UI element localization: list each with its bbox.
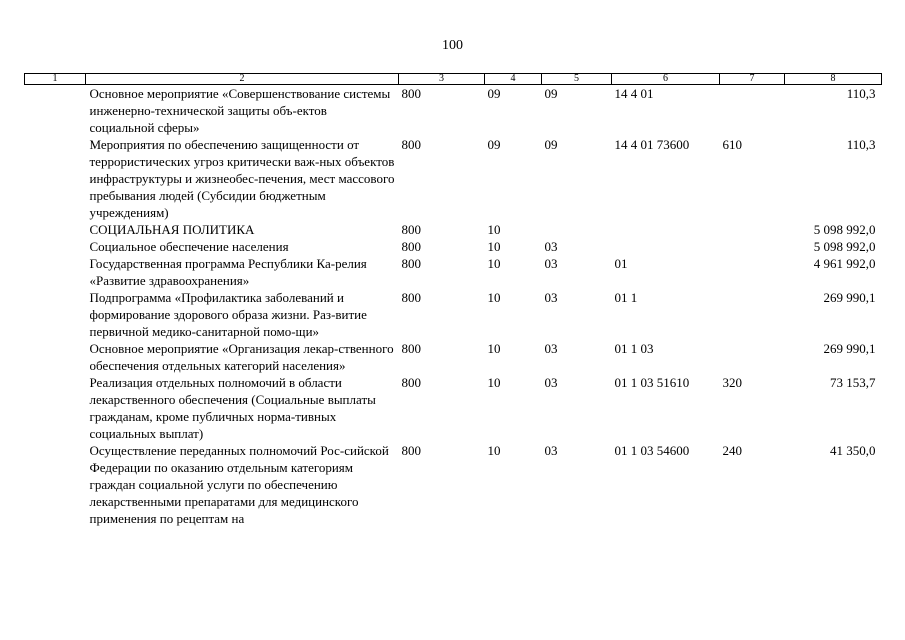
column-header-6: 6 xyxy=(612,74,720,85)
row-target-code: 01 1 xyxy=(614,290,638,305)
row-section-code: 10 xyxy=(487,290,501,305)
row-section-code: 10 xyxy=(487,443,501,458)
column-header-3: 3 xyxy=(399,74,485,85)
row-subsection-code: 03 xyxy=(544,256,558,271)
row-name: Основное мероприятие «Организация лекар-ственного обеспечения отдельных категорий населения» xyxy=(89,341,394,373)
row-ministry-code: 800 xyxy=(401,137,421,152)
row-expense-type: 240 xyxy=(722,443,742,458)
table-row xyxy=(25,340,882,374)
row-subsection-code xyxy=(542,221,612,238)
row-ministry-code: 800 xyxy=(401,86,421,101)
column-header-8: 8 xyxy=(785,74,882,85)
budget-table xyxy=(24,73,882,527)
table-row xyxy=(25,289,882,340)
column-header-4: 4 xyxy=(485,74,542,85)
column-header-5: 5 xyxy=(542,74,612,85)
row-ministry-code: 800 xyxy=(401,341,421,356)
row-ministry-code: 800 xyxy=(401,256,421,271)
column-header-7: 7 xyxy=(720,74,785,85)
row-subsection-code: 03 xyxy=(544,341,558,356)
column-header-2: 2 xyxy=(86,74,399,85)
row-target-code: 01 1 03 51610 xyxy=(614,375,690,390)
column-number-header xyxy=(25,74,882,85)
row-subsection-code: 03 xyxy=(544,375,558,390)
row-expense-type xyxy=(720,221,785,238)
row-target-code: 01 xyxy=(614,256,628,271)
row-section-code: 10 xyxy=(487,375,501,390)
row-section-code: 10 xyxy=(487,222,501,237)
page-number: 100 xyxy=(442,38,463,53)
row-amount: 269 990,1 xyxy=(823,341,876,356)
row-amount: 110,3 xyxy=(846,86,876,101)
row-amount: 5 098 992,0 xyxy=(813,239,876,254)
row-name: Реализация отдельных полномочий в области лекарственного обеспечения (Социальные выплаты гражданам, кроме публичных норма-тивных социальных выплат) xyxy=(89,375,376,441)
row-subsection-code: 03 xyxy=(544,290,558,305)
row-amount: 41 350,0 xyxy=(830,443,876,458)
row-target-code: 01 1 03 54600 xyxy=(614,443,690,458)
row-amount: 269 990,1 xyxy=(823,290,876,305)
row-target-code: 14 4 01 xyxy=(614,86,654,101)
row-section-code: 10 xyxy=(487,256,501,271)
row-name: Осуществление переданных полномочий Рос-сийской Федерации по оказанию отдельным категориям граждан социальной услуги по обеспечению лекарственными препаратами для медицинского применения по рецептам на xyxy=(89,443,389,526)
row-target-code: 01 1 03 xyxy=(614,341,654,356)
row-subsection-code: 09 xyxy=(544,86,558,101)
row-target-code xyxy=(612,221,720,238)
row-name: СОЦИАЛЬНАЯ ПОЛИТИКА xyxy=(89,222,255,237)
table-row xyxy=(25,374,882,442)
row-name: Государственная программа Республики Ка-релия «Развитие здравоохранения» xyxy=(89,256,367,288)
row-section-code: 10 xyxy=(487,239,501,254)
row-subsection-code: 03 xyxy=(544,443,558,458)
row-expense-type: 610 xyxy=(722,137,742,152)
row-ministry-code: 800 xyxy=(401,290,421,305)
row-expense-type xyxy=(720,255,785,289)
row-amount: 4 961 992,0 xyxy=(813,256,876,271)
row-name: Подпрограмма «Профилактика заболеваний и формирование здорового образа жизни. Раз-витие первичной медико-санитарной помо-щи» xyxy=(89,290,367,339)
row-expense-type: 320 xyxy=(722,375,742,390)
table-row xyxy=(25,442,882,527)
row-name: Мероприятия по обеспечению защищенности от террористических угроз критически важ-ных объектов инфраструктуры и жизнеобес-печения, мест массового пребывания людей (Субсидии бюджетным учреждениям) xyxy=(89,137,395,220)
table-row xyxy=(25,136,882,221)
row-subsection-code: 03 xyxy=(544,239,558,254)
row-section-code: 09 xyxy=(487,86,501,101)
row-name: Основное мероприятие «Совершенствование системы инженерно-технической защиты объ-ектов социальной сферы» xyxy=(89,86,391,135)
row-expense-type xyxy=(720,238,785,255)
row-name: Социальное обеспечение населения xyxy=(89,239,289,254)
row-expense-type xyxy=(720,340,785,374)
row-ministry-code: 800 xyxy=(401,375,421,390)
row-amount: 110,3 xyxy=(846,137,876,152)
row-ministry-code: 800 xyxy=(401,443,421,458)
row-amount: 73 153,7 xyxy=(830,375,876,390)
row-section-code: 09 xyxy=(487,137,501,152)
row-subsection-code: 09 xyxy=(544,137,558,152)
row-amount: 5 098 992,0 xyxy=(813,222,876,237)
table-row xyxy=(25,255,882,289)
table-row xyxy=(25,85,882,137)
row-ministry-code: 800 xyxy=(401,239,421,254)
column-header-1: 1 xyxy=(25,74,86,85)
table-row xyxy=(25,238,882,255)
row-expense-type xyxy=(720,85,785,137)
table-row xyxy=(25,221,882,238)
row-expense-type xyxy=(720,289,785,340)
row-target-code: 14 4 01 73600 xyxy=(614,137,690,152)
row-target-code xyxy=(612,238,720,255)
row-ministry-code: 800 xyxy=(401,222,421,237)
row-section-code: 10 xyxy=(487,341,501,356)
